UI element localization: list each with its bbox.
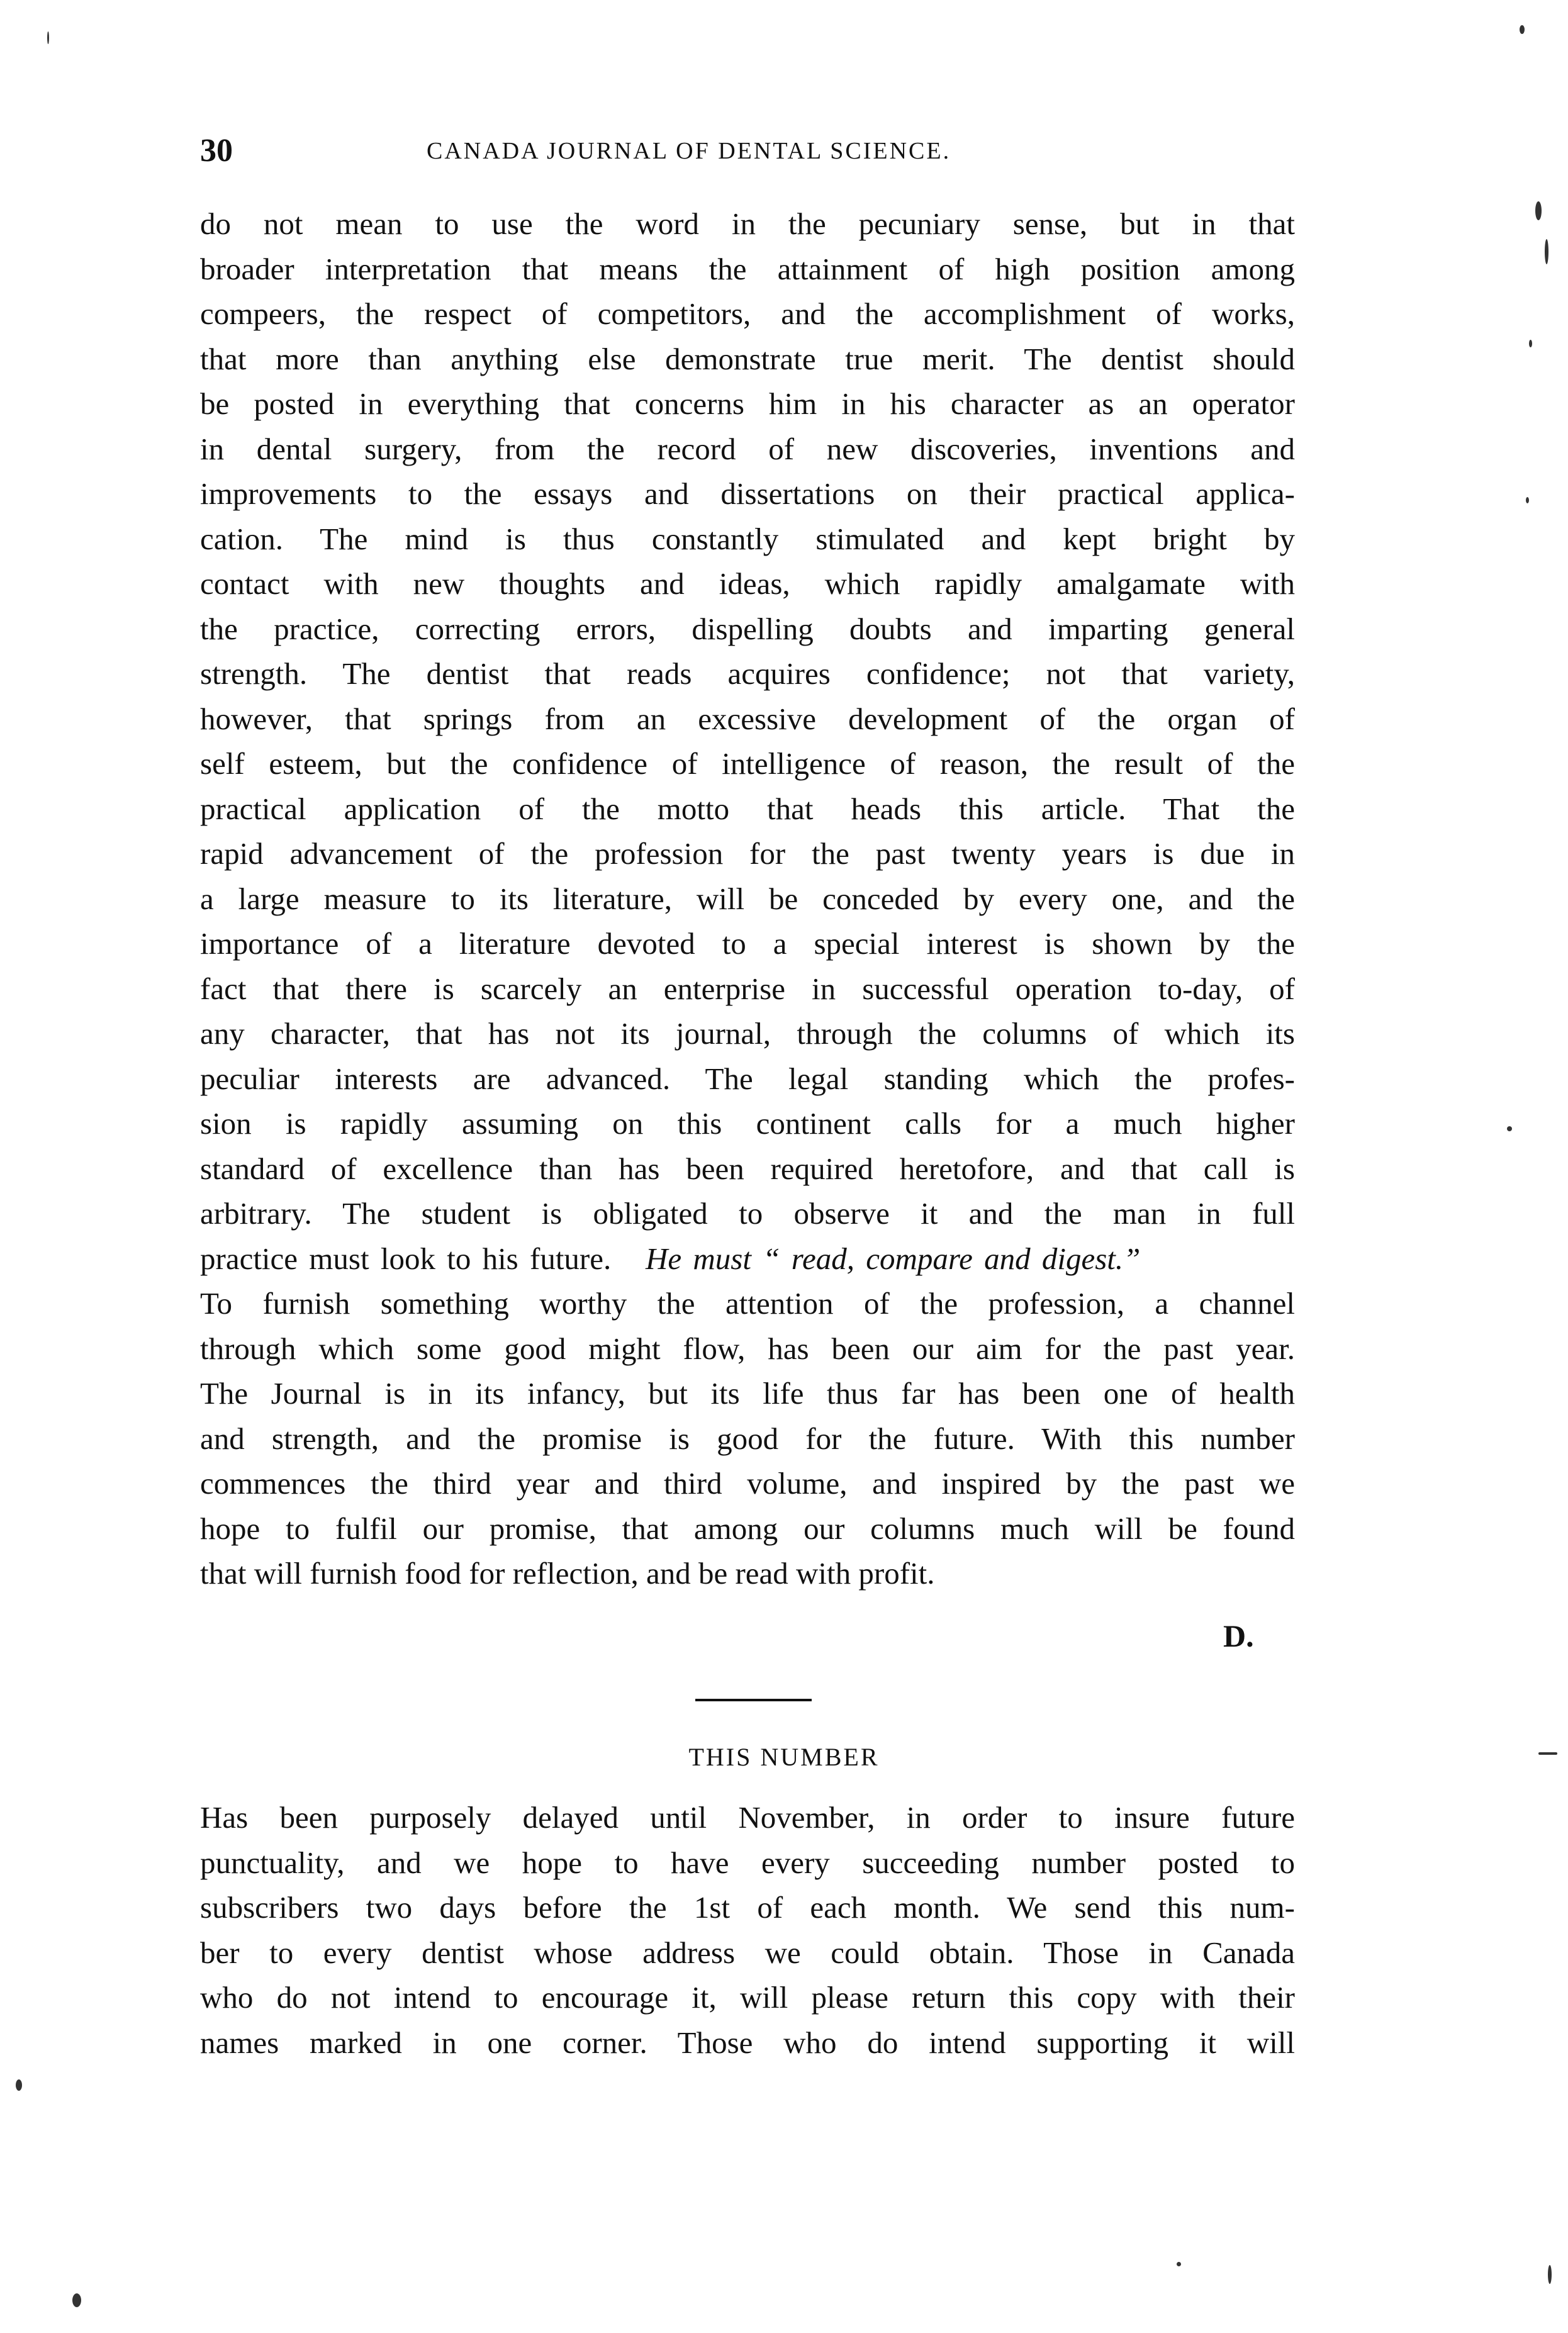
section-heading: THIS NUMBER — [688, 1743, 880, 1771]
text-line: cation. The mind is thus constantly stimulated and kept bright by — [200, 521, 1295, 556]
text-line: rapid advancement of the profession for the past twenty years is due in — [200, 836, 1295, 871]
text-line: arbitrary. The student is obligated to observe it and the man in full — [200, 1196, 1295, 1231]
text-line: and strength, and the promise is good for the future. With this number — [200, 1421, 1295, 1456]
text-line: commences the third year and third volume, and inspired by the past we — [200, 1466, 1295, 1501]
text-line: through which some good might flow, has been our aim for the past year. — [200, 1331, 1295, 1366]
scan-speck — [72, 2293, 81, 2307]
text-line: self esteem, but the confidence of intelligence of reason, the result of the — [200, 746, 1295, 781]
text-line: however, that springs from an excessive development of the organ of — [200, 701, 1295, 736]
text-line: be posted in everything that concerns him in his character as an operator — [200, 386, 1295, 421]
section-body — [200, 1795, 1295, 2065]
text-line: ber to every dentist whose address we could obtain. Those in Canada — [200, 1935, 1295, 1970]
text-line: any character, that has not its journal, through the columns of which its — [200, 1016, 1295, 1051]
text-line: that more than anything else demonstrate true merit. The dentist should — [200, 341, 1295, 376]
page-number: 30 — [200, 133, 233, 169]
text-line: contact with new thoughts and ideas, which rapidly amalgamate with — [200, 566, 1295, 601]
text-line: The Journal is in its infancy, but its life thus far has been one of health — [200, 1376, 1295, 1411]
text-line: hope to fulfil our promise, that among our columns much will be found — [200, 1511, 1295, 1546]
scan-speck — [1526, 497, 1529, 503]
scan-speck — [1545, 239, 1548, 264]
text-line: practice must look to his future. — [200, 1241, 612, 1276]
italic-quote: He must “ read, compare and digest.” — [646, 1241, 1141, 1276]
scan-speck — [1177, 2262, 1181, 2266]
text-line: names marked in one corner. Those who do intend supporting it will — [200, 2025, 1295, 2060]
text-line: broader interpretation that means the attainment of high position among — [200, 251, 1295, 286]
text-line: who do not intend to encourage it, will please return this copy with their — [200, 1980, 1295, 2015]
text-line: compeers, the respect of competitors, and the accomplishment of works, — [200, 296, 1295, 331]
text-line: in dental surgery, from the record of new discoveries, inventions and — [200, 431, 1295, 466]
scan-speck — [1507, 1126, 1512, 1131]
text-line: a large measure to its literature, will be conceded by every one, and the — [200, 881, 1295, 916]
text-line: punctuality, and we hope to have every succeeding number posted to — [200, 1845, 1295, 1880]
text-line: practical application of the motto that heads this article. That the — [200, 791, 1295, 826]
text-line: peculiar interests are advanced. The legal standing which the profes- — [200, 1061, 1295, 1096]
text-line: do not mean to use the word in the pecuniary sense, but in that — [200, 206, 1295, 241]
author-signature: D. — [1223, 1618, 1254, 1653]
scan-speck — [47, 31, 49, 44]
text-line: the practice, correcting errors, dispelling doubts and imparting general — [200, 611, 1295, 646]
page-header — [200, 129, 1295, 173]
text-line-with-quote — [200, 1236, 1295, 1282]
text-line: Has been purposely delayed until November, in order to insure future — [200, 1800, 1295, 1835]
text-line: fact that there is scarcely an enterprise in successful operation to-day, of — [200, 971, 1295, 1006]
article-body — [200, 201, 1295, 1596]
text-line: sion is rapidly assuming on this continent calls for a much higher — [200, 1106, 1295, 1141]
scan-speck — [1538, 1752, 1557, 1755]
text-line: improvements to the essays and dissertations on their practical applica- — [200, 476, 1295, 511]
text-line: strength. The dentist that reads acquires confidence; not that variety, — [200, 656, 1295, 691]
scan-speck — [1535, 201, 1542, 220]
text-line: importance of a literature devoted to a special interest is shown by the — [200, 926, 1295, 961]
text-line: subscribers two days before the 1st of each month. We send this num- — [200, 1890, 1295, 1925]
section-divider — [695, 1699, 812, 1701]
scan-speck — [16, 2079, 22, 2091]
scan-speck — [1529, 340, 1532, 347]
text-line: To furnish something worthy the attention of the profession, a channel — [200, 1286, 1295, 1321]
text-line: standard of excellence than has been required heretofore, and that call is — [200, 1151, 1295, 1186]
running-title: CANADA JOURNAL OF DENTAL SCIENCE. — [427, 138, 951, 164]
text-line: that will furnish food for reflection, and be read with profit. — [200, 1556, 935, 1591]
scan-speck — [1520, 25, 1525, 34]
scan-speck — [1548, 2265, 1552, 2284]
